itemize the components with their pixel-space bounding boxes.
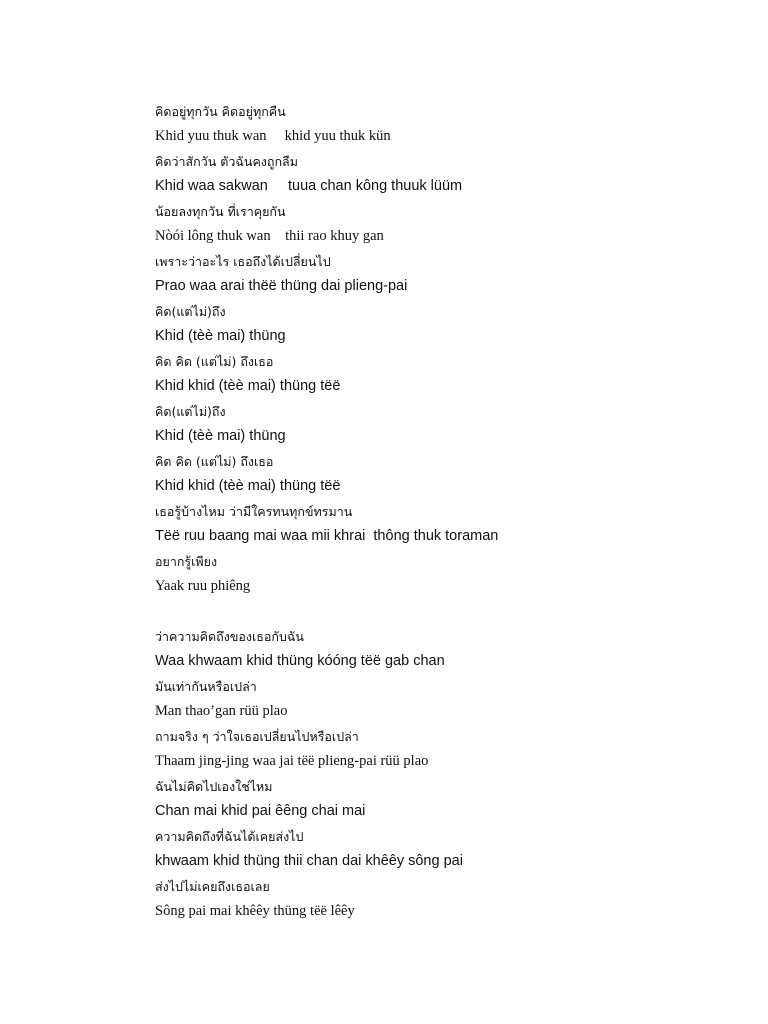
lyric-line-thai: คิด(แต่ไม่)ถึง xyxy=(155,304,226,319)
lyric-line-thai: คิด(แต่ไม่)ถึง xyxy=(155,404,226,419)
lyric-line-romanized: Khid (tèè mai) thüng xyxy=(155,428,286,444)
lyric-line-romanized: Prao waa arai thëë thüng dai plieng-pai xyxy=(155,278,408,294)
lyric-line-romanized: Sông pai mai khêêy thüng tëë lêêy xyxy=(155,903,355,919)
lyric-line-thai: อยากรู้เพียง xyxy=(155,554,218,569)
lyrics-block xyxy=(155,99,755,924)
lyric-line-romanized: Khid yuu thuk wan khid yuu thuk kün xyxy=(155,128,391,144)
lyric-line-thai: ฉันไม่คิดไปเองใช่ไหม xyxy=(155,779,273,794)
lyric-line-thai: ส่งไปไม่เคยถึงเธอเลย xyxy=(155,879,270,894)
lyric-line-romanized: Khid waa sakwan tuua chan kông thuuk lüüm xyxy=(155,178,463,194)
lyric-line-thai: เพราะว่าอะไร เธอถึงได้เปลี่ยนไป xyxy=(155,254,331,269)
lyric-line-romanized: khwaam khid thüng thii chan dai khêêy sông pai xyxy=(155,853,463,869)
lyric-line-thai: คิดว่าสักวัน ตัวฉันคงถูกลืม xyxy=(155,154,298,169)
lyric-line-romanized: Waa khwaam khid thüng kóóng tëë gab chan xyxy=(155,653,445,669)
lyric-line-romanized: Thaam jing-jing waa jai tëë plieng-pai rüü plao xyxy=(155,753,429,769)
lyric-line-thai: คิด คิด (แต่ไม่) ถึงเธอ xyxy=(155,454,274,469)
lyric-line-romanized: Man thao’gan rüü plao xyxy=(155,703,288,719)
lyric-line-romanized: Nòói lông thuk wan thii rao khuy gan xyxy=(155,228,384,244)
lyric-line-romanized: Tëë ruu baang mai waa mii khrai thông thuk toraman xyxy=(155,528,499,544)
lyric-line-thai: มันเท่ากันหรือเปล่า xyxy=(155,679,257,694)
lyric-line-thai: ว่าความคิดถึงของเธอกับฉัน xyxy=(155,629,304,644)
lyric-line-romanized: Chan mai khid pai êêng chai mai xyxy=(155,803,366,819)
lyric-line-romanized: Yaak ruu phiêng xyxy=(155,578,251,594)
lyric-line-romanized: Khid khid (tèè mai) thüng tëë xyxy=(155,378,341,394)
lyric-line-romanized: Khid (tèè mai) thüng xyxy=(155,328,286,344)
lyric-line-thai: คิดอยู่ทุกวัน คิดอยู่ทุกคืน xyxy=(155,104,286,119)
lyric-line-thai: น้อยลงทุกวัน ที่เราคุยกัน xyxy=(155,204,286,219)
lyric-line-thai: เธอรู้บ้างไหม ว่ามีใครทนทุกข์ทรมาน xyxy=(155,504,353,519)
lyric-line-thai: คิด คิด (แต่ไม่) ถึงเธอ xyxy=(155,354,274,369)
lyric-line-romanized: Khid khid (tèè mai) thüng tëë xyxy=(155,478,341,494)
lyric-line-thai: ความคิดถึงที่ฉันได้เคยส่งไป xyxy=(155,829,304,844)
lyric-line-thai: ถามจริง ๆ ว่าใจเธอเปลี่ยนไปหรือเปล่า xyxy=(155,729,359,744)
stanza-gap xyxy=(155,599,755,624)
